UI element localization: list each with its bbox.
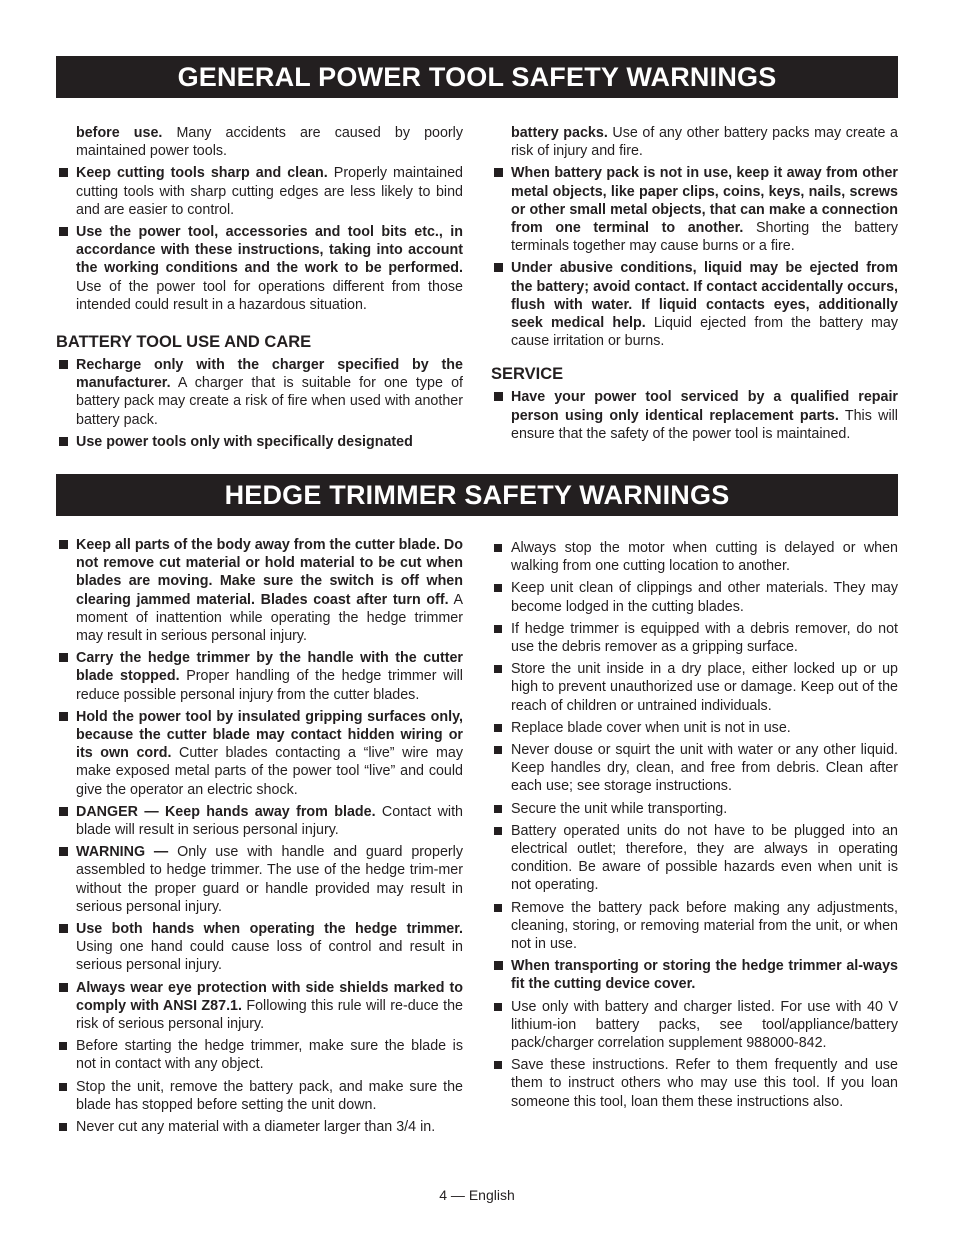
continued-text (56, 124, 463, 160)
body-text: Before starting the hedge trimmer, make sure the blade is not in contact with any object. (76, 1038, 463, 1073)
bullet-item (56, 803, 463, 839)
bullet-item (491, 539, 898, 575)
bullet-item (56, 356, 463, 429)
body-text: Use of any other battery packs may create a risk of injury and fire. (511, 125, 898, 160)
square-bullet-icon (494, 263, 503, 272)
bullet-item (56, 708, 463, 799)
body-text: Always stop the motor when cutting is delayed or when walking from one cutting location to another. (511, 540, 898, 575)
bullet-item (491, 620, 898, 656)
bullet-item (491, 822, 898, 895)
bold-text: Use both hands when operating the hedge trimmer. (76, 921, 463, 938)
body-text: Save these instructions. Refer to them frequently and use them to instruct others who may use this tool. If you loan someone this tool, loan them these instructions also. (511, 1057, 898, 1110)
square-bullet-icon (59, 712, 68, 721)
body-text: Keep unit clean of clippings and other materials. They may become lodged in the cutting blades. (511, 580, 898, 615)
bold-text: WARNING — (76, 844, 169, 861)
bold-text: Have your power tool serviced by a qualified repair person using only identical replacement parts. (511, 389, 898, 424)
square-bullet-icon (59, 540, 68, 549)
bold-text: Carry the hedge trimmer by the handle with the cutter blade stopped. (76, 650, 463, 685)
body-text: Using one hand could cause loss of control and result in serious personal injury. (76, 939, 463, 974)
bullet-item (491, 579, 898, 615)
square-bullet-icon (494, 746, 502, 754)
body-text: Store the unit inside in a dry place, either locked up or up high to prevent unauthorized use or damage. Keep out of the reach of children or untrained individuals. (511, 661, 898, 714)
bullet-item (491, 800, 898, 818)
body-text: Battery operated units do not have to be plugged into an electrical outlet; therefore, they are always in operating condition. Be aware of possible hazards even when unit is not operating. (511, 822, 898, 894)
continued-text (491, 124, 898, 160)
body-text: Liquid ejected from the battery may cause irritation or burns. (511, 315, 898, 350)
body-text: Remove the battery pack before making any adjustments, cleaning, storing, or removing material from the unit, or when not in use. (511, 899, 898, 953)
square-bullet-icon (59, 924, 68, 933)
bullet-item (56, 649, 463, 704)
body-text: This will ensure that the safety of the power tool is maintained. (511, 407, 898, 442)
bullet-item (491, 719, 898, 737)
square-bullet-icon (494, 544, 502, 552)
square-bullet-icon (494, 827, 502, 835)
bold-text: When battery pack is not in use, keep it away from other metal objects, like paper clips, coins, keys, nails, screws or other small metal objects, that can make a connection from one terminal to another. (511, 165, 898, 237)
bold-text: Use the power tool, accessories and tool bits etc., in accordance with these instructions, taking into account the working conditions and the work to be performed. (76, 224, 463, 277)
body-text: Contact with blade will result in serious personal injury. (76, 803, 463, 839)
bullet-item (491, 388, 898, 443)
bold-text: Hold the power tool by insulated gripping surfaces only, because the cutter blade may contact hidden wiring or its own cord. (76, 708, 463, 762)
bold-text: When transporting or storing the hedge trimmer al-ways fit the cutting device cover. (511, 958, 898, 993)
body-text: Shorting the battery terminals together may cause burns or a fire. (511, 220, 899, 255)
square-bullet-icon (494, 625, 502, 633)
square-bullet-icon (494, 961, 503, 970)
bullet-item (56, 843, 463, 916)
square-bullet-icon (59, 1042, 67, 1050)
square-bullet-icon (59, 437, 68, 446)
body-text: Use only with battery and charger listed. For use with 40 V lithium-ion battery packs, see tool/appliance/battery pack/charger correlation supplement 988000-842. (511, 998, 898, 1052)
body-text: Replace blade cover when unit is not in use. (511, 719, 791, 736)
bold-text: Use power tools only with specifically designated (76, 433, 413, 450)
battery-tool-heading: BATTERY TOOL USE AND CARE (56, 333, 312, 352)
bullet-item (491, 259, 898, 350)
bold-text: Keep all parts of the body away from the cutter blade. Do not remove cut material or hold material to be cut when blades are moving. Make sure the switch is off when clearing jammed material. Blades coast after turn off. (76, 537, 463, 608)
page-footer: 4 — English (439, 1187, 515, 1203)
square-bullet-icon (494, 168, 503, 177)
body-text: Use of the power tool for operations different from those intended could result in a hazardous situation. (76, 278, 463, 313)
hedge-right-column (491, 539, 898, 1111)
body-text: Following this rule will re-duce the risk of serious personal injury. (76, 997, 463, 1033)
body-text: Many accidents are caused by poorly maintained power tools. (76, 125, 464, 160)
square-bullet-icon (494, 392, 503, 401)
bold-text: DANGER — Keep hands away from blade. (76, 803, 376, 820)
body-text: Properly maintained cutting tools with sharp cutting edges are less likely to bind and are easier to control. (76, 165, 463, 218)
bullet-item (491, 899, 898, 954)
bold-text: Under abusive conditions, liquid may be ejected from the battery; avoid contact. If contact accidentally occurs, flush with water. If liquid contacts eyes, additionally seek medical help. (511, 260, 898, 332)
square-bullet-icon (59, 653, 68, 662)
square-bullet-icon (494, 805, 502, 813)
bold-text: Recharge only with the charger specified by the manufacturer. (76, 357, 463, 392)
body-text: A moment of inattention while operating the hedge trimmer may result in serious personal injury. (76, 591, 463, 645)
bold-text: Keep cutting tools sharp and clean. (76, 165, 328, 182)
bullet-item (491, 1056, 898, 1111)
body-text: Never douse or squirt the unit with water or any other liquid. Keep handles dry, clean, and free from debris. Clean after each use; see storage instructions. (511, 742, 898, 795)
general-right-column (491, 124, 898, 443)
bullet-item (491, 998, 898, 1053)
bold-text: battery packs. (511, 125, 608, 141)
bullet-item (56, 164, 463, 219)
bullet-item (56, 223, 463, 314)
body-text: If hedge trimmer is equipped with a debris remover, do not use the debris remover as a gripping surface. (511, 620, 898, 656)
bullet-item (56, 433, 463, 451)
square-bullet-icon (59, 168, 68, 177)
square-bullet-icon (59, 847, 68, 856)
square-bullet-icon (494, 1061, 502, 1069)
bullet-item (56, 979, 463, 1034)
bullet-item (491, 741, 898, 796)
body-text: Proper handling of the hedge trimmer will reduce possible personal injury from the cutter blades. (76, 668, 463, 703)
square-bullet-icon (494, 904, 502, 912)
bullet-item (491, 164, 898, 255)
bullet-item (56, 920, 463, 975)
square-bullet-icon (494, 724, 502, 732)
body-text: Never cut any material with a diameter larger than 3/4 in. (76, 1119, 436, 1136)
square-bullet-icon (494, 1003, 502, 1011)
square-bullet-icon (59, 807, 68, 816)
service-heading: SERVICE (491, 365, 564, 384)
general-left-column (56, 124, 463, 451)
body-text: Stop the unit, remove the battery pack, and make sure the blade has stopped before setting the unit down. (76, 1078, 463, 1113)
bullet-item (491, 957, 898, 993)
body-text: Only use with handle and guard properly assembled to hedge trimmer. The use of the hedge trim-mer without the proper guard or handle provided may result in serious personal injury. (76, 844, 463, 915)
square-bullet-icon (59, 1123, 67, 1131)
body-text: Secure the unit while transporting. (511, 800, 728, 817)
bullet-item (56, 1118, 463, 1136)
square-bullet-icon (494, 665, 502, 673)
body-text: Cutter blades contacting a “live” wire may make exposed metal parts of the power tool “live” and could give the operator an electric shock. (76, 745, 463, 798)
bold-text: before use. (76, 125, 163, 141)
bullet-item (56, 1078, 463, 1114)
hedge-left-column (56, 536, 463, 1136)
square-bullet-icon (59, 360, 68, 369)
square-bullet-icon (59, 227, 68, 236)
square-bullet-icon (59, 983, 68, 992)
bullet-item (491, 660, 898, 715)
bullet-item (56, 1037, 463, 1073)
bold-text: Always wear eye protection with side shields marked to comply with ANSI Z87.1. (76, 979, 463, 1014)
body-text: A charger that is suitable for one type of battery pack may create a risk of fire when used with another battery pack. (76, 375, 463, 428)
square-bullet-icon (59, 1083, 67, 1091)
general-safety-banner: GENERAL POWER TOOL SAFETY WARNINGS (56, 56, 898, 98)
hedge-trimmer-banner: HEDGE TRIMMER SAFETY WARNINGS (56, 474, 898, 516)
bullet-item (56, 536, 463, 645)
square-bullet-icon (494, 584, 502, 592)
